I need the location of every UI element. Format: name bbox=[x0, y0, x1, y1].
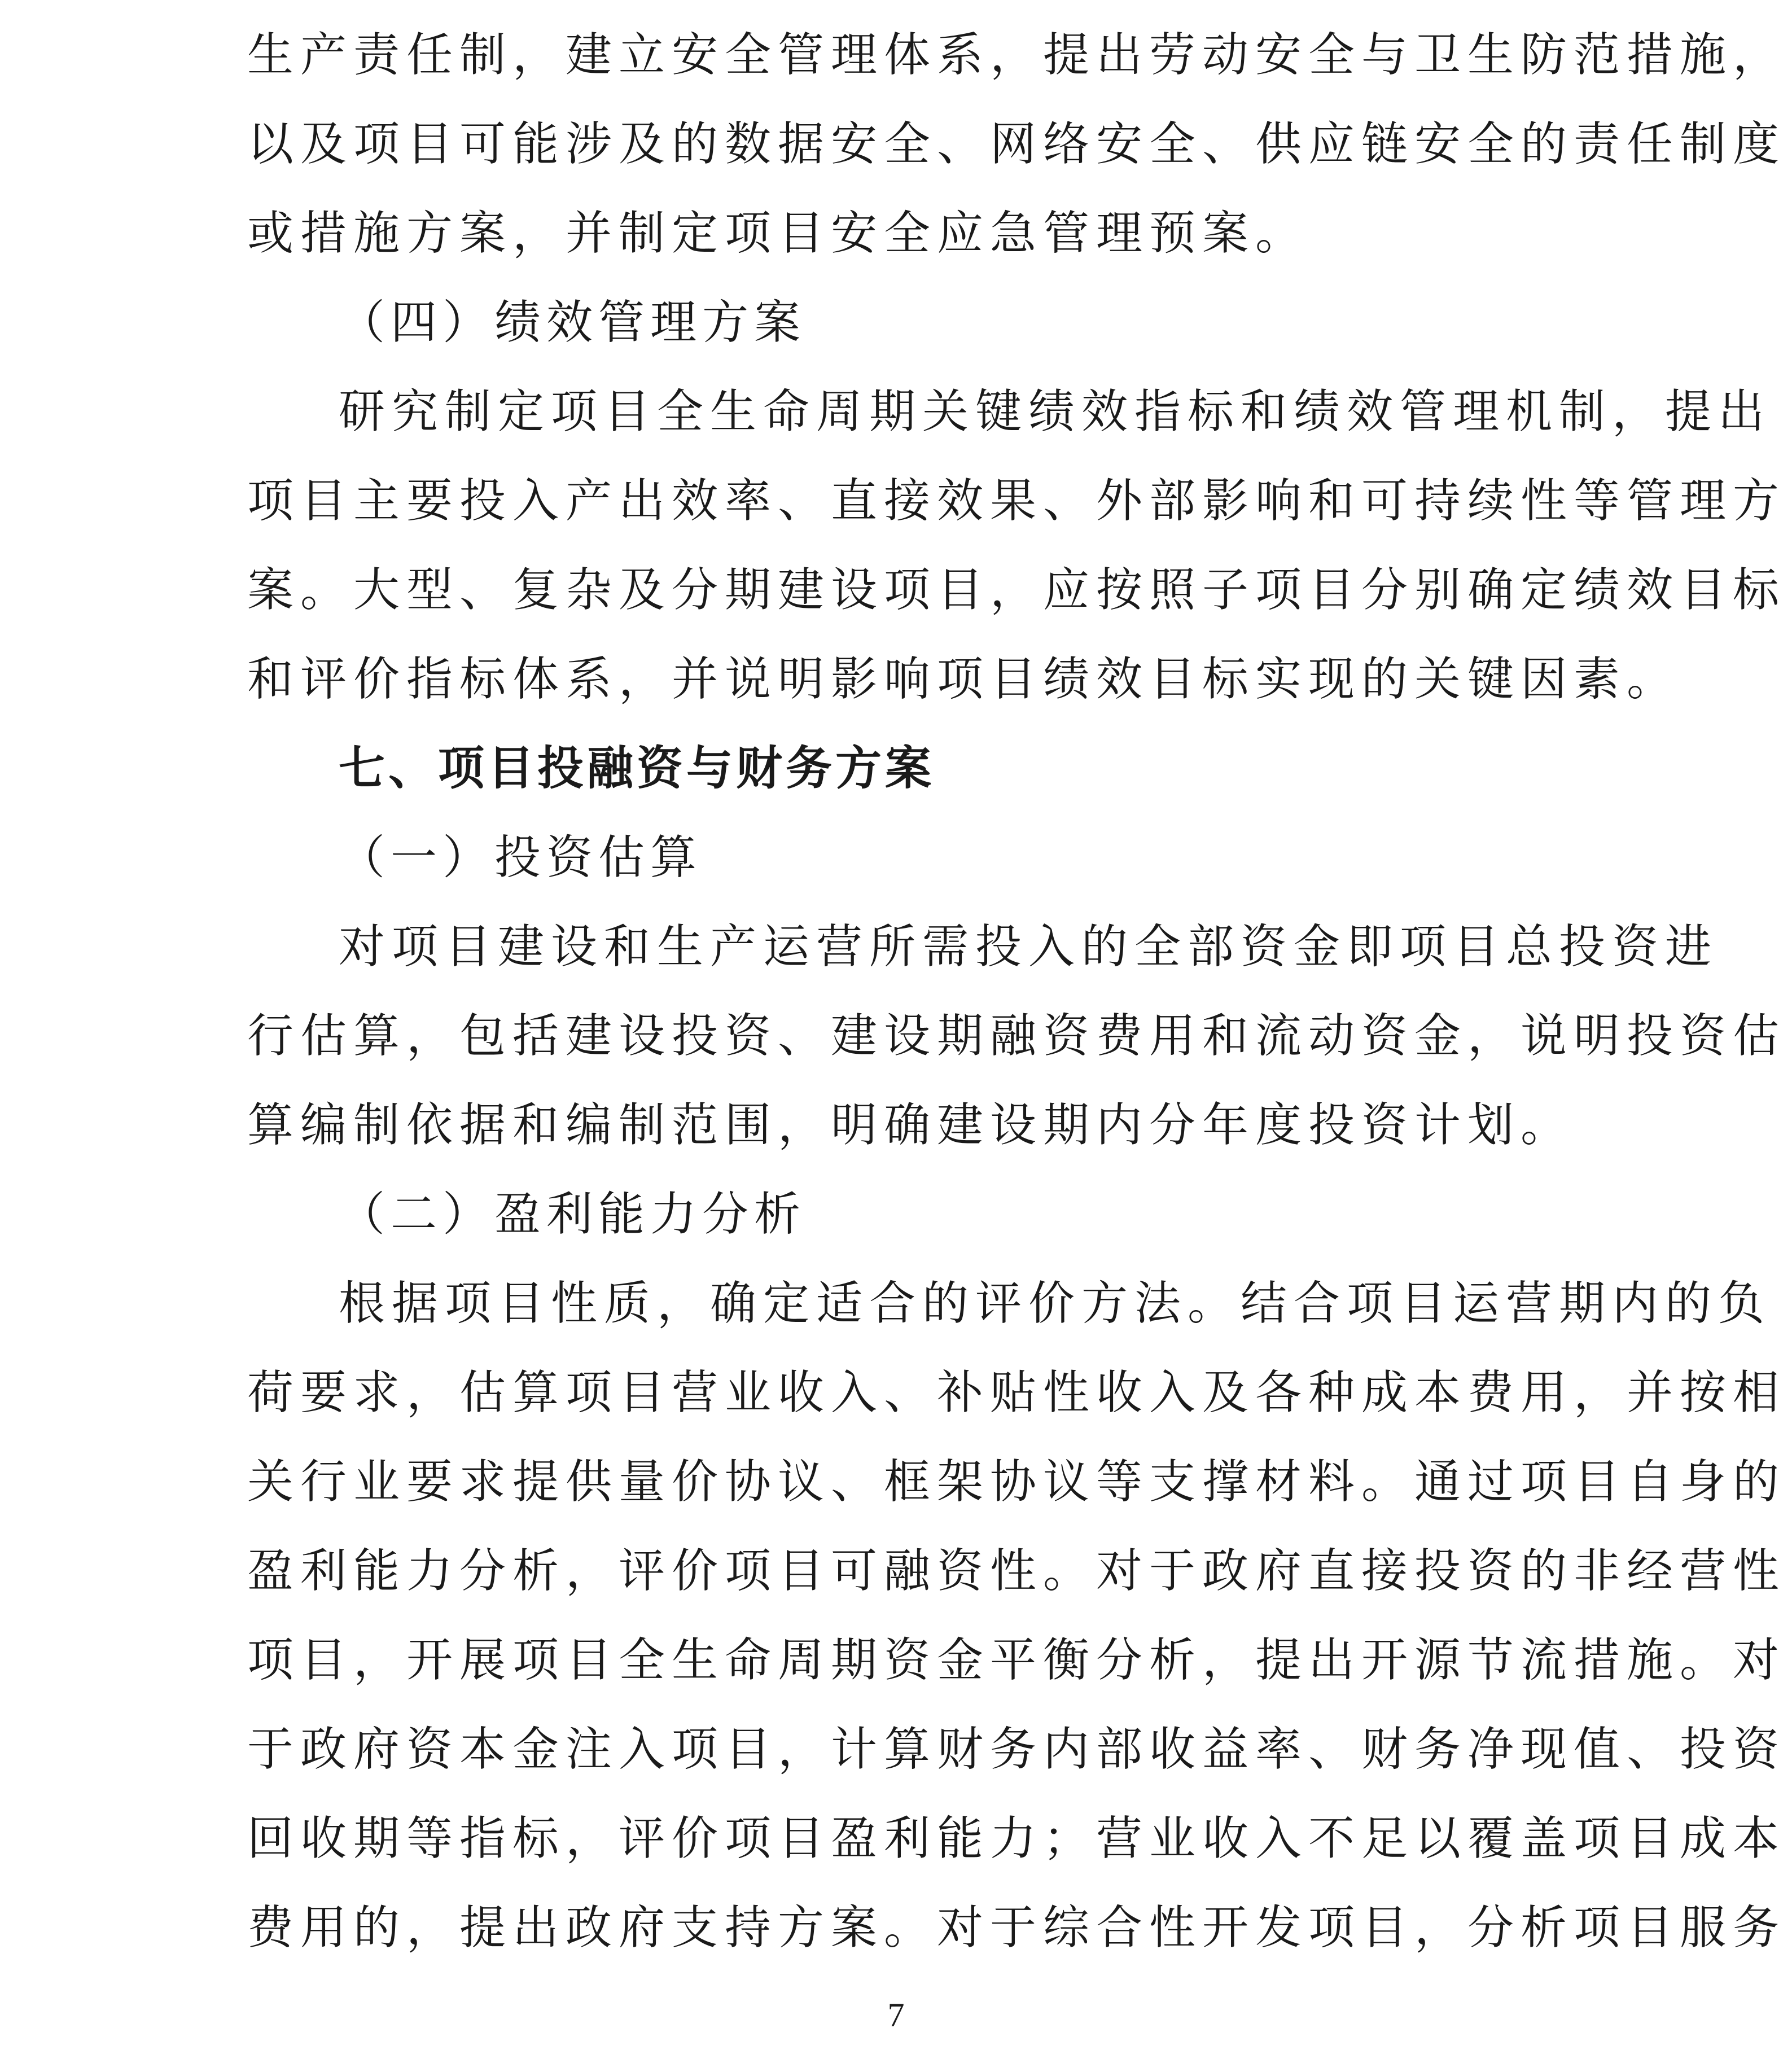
section-heading: 七、项目投融资与财务方案 bbox=[339, 742, 935, 795]
paragraph-line: 回收期等指标，评价项目盈利能力；营业收入不足以覆盖项目成本 bbox=[247, 1812, 1786, 1865]
paragraph-line: 项目，开展项目全生命周期资金平衡分析，提出开源节流措施。对 bbox=[247, 1633, 1786, 1687]
paragraph-line: 荷要求，估算项目营业收入、补贴性收入及各种成本费用，并按相 bbox=[247, 1366, 1786, 1420]
subsection-heading: （二）盈利能力分析 bbox=[339, 1188, 807, 1241]
paragraph-line: 盈利能力分析，评价项目可融资性。对于政府直接投资的非经营性 bbox=[247, 1544, 1786, 1598]
paragraph-line: 行估算，包括建设投资、建设期融资费用和流动资金，说明投资估 bbox=[247, 1009, 1786, 1063]
paragraph-line: 于政府资本金注入项目，计算财务内部收益率、财务净现值、投资 bbox=[247, 1723, 1786, 1776]
page-number: 7 bbox=[887, 1996, 905, 2034]
paragraph-line: 对项目建设和生产运营所需投入的全部资金即项目总投资进 bbox=[339, 920, 1719, 974]
paragraph-line: 算编制依据和编制范围，明确建设期内分年度投资计划。 bbox=[247, 1098, 1574, 1152]
paragraph-line: 生产责任制，建立安全管理体系，提出劳动安全与卫生防范措施， bbox=[247, 28, 1786, 82]
paragraph-line: 以及项目可能涉及的数据安全、网络安全、供应链安全的责任制度 bbox=[247, 117, 1786, 171]
paragraph-line: 项目主要投入产出效率、直接效果、外部影响和可持续性等管理方 bbox=[247, 474, 1786, 528]
subsection-heading: （四）绩效管理方案 bbox=[339, 296, 807, 349]
paragraph-line: 费用的，提出政府支持方案。对于综合性开发项目，分析项目服务 bbox=[247, 1901, 1786, 1955]
paragraph-line: 根据项目性质，确定适合的评价方法。结合项目运营期内的负 bbox=[339, 1277, 1772, 1330]
paragraph-line: 和评价指标体系，并说明影响项目绩效目标实现的关键因素。 bbox=[247, 652, 1680, 706]
paragraph-line: 研究制定项目全生命周期关键绩效指标和绩效管理机制，提出 bbox=[339, 385, 1772, 439]
paragraph-line: 案。大型、复杂及分期建设项目，应按照子项目分别确定绩效目标 bbox=[247, 563, 1786, 617]
paragraph-line: 关行业要求提供量价协议、框架协议等支撑材料。通过项目自身的 bbox=[247, 1455, 1786, 1509]
paragraph-line: 或措施方案，并制定项目安全应急管理预案。 bbox=[247, 207, 1309, 260]
subsection-heading: （一）投资估算 bbox=[339, 831, 703, 884]
